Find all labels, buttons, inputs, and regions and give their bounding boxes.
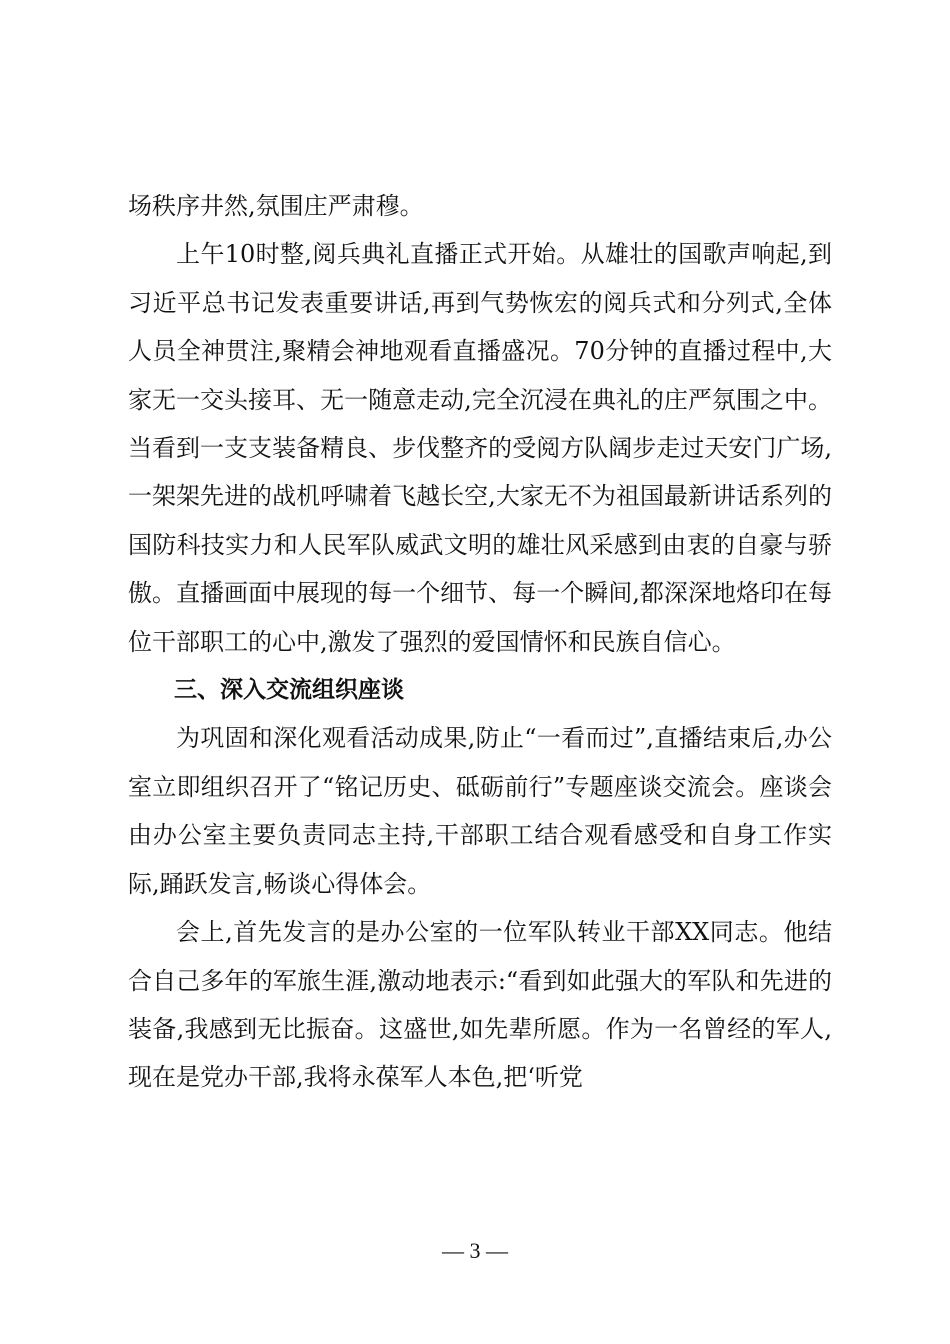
paragraph-broadcast: 上午10时整,阅兵典礼直播正式开始。从雄壮的国歌声响起,到习近平总书记发表重要讲话,再到气势恢宏的阅兵式和分列式,全体人员全神贯注,聚精会神地观看直播盛况。70分钟的直播过程中,大家无一交头接耳、无一随意走动,完全沉浸在典礼的庄严氛围之中。当看到一支支装备精良、步伐整齐的受阅方队阔步走过天安门广场,一架架先进的战机呼啸着飞越长空,大家无不为祖国最新讲话系列的国防科技实力和人民军队威武文明的雄壮风采感到由衷的自豪与骄傲。直播画面中展现的每一个细节、每一个瞬间,都深深地烙印在每位干部职工的心中,激发了强烈的爱国情怀和民族自信心。 [128, 240, 832, 656]
section-heading: 三、深入交流组织座谈 [174, 677, 404, 704]
document-body [128, 182, 832, 1102]
page-number: — 3 — [442, 1238, 508, 1263]
paragraph-speech: 会上,首先发言的是办公室的一位军队转业干部XX同志。他结合自己多年的军旅生涯,激动地表示:“看到如此强大的军队和先进的装备,我感到无比振奋。这盛世,如先辈所愿。作为一名曾经的军人,现在是党办干部,我将永葆军人本色,把‘听党 [128, 918, 832, 1092]
paragraph-symposium: 为巩固和深化观看活动成果,防止“一看而过”,直播结束后,办公室立即组织召开了“铭记历史、砥砺前行”专题座谈交流会。座谈会由办公室主要负责同志主持,干部职工结合观看感受和自身工作实际,踊跃发言,畅谈心得体会。 [128, 724, 832, 898]
paragraph-continuation: 场秩序井然,氛围庄严肃穆。 [128, 192, 424, 220]
